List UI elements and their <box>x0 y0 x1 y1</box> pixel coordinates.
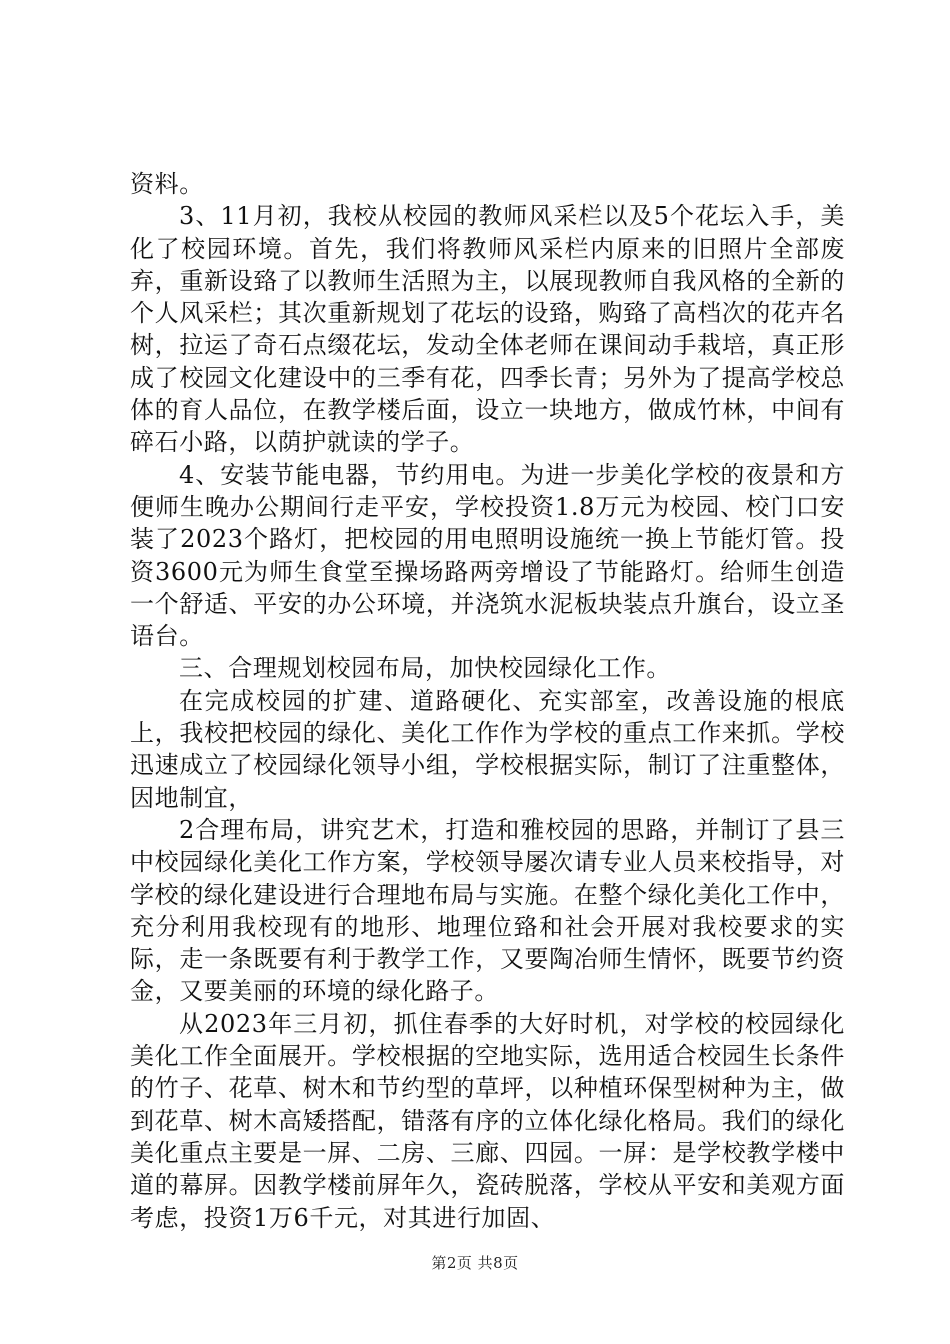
document-body <box>130 168 845 1234</box>
paragraph-2: 3、11月初，我校从校园的教师风采栏以及5个花坛入手，美化了校园环境。首先，我们将教师风采栏内原来的旧照片全部废弃，重新设臵了以教师生活照为主，以展现教师自我风格的全新的个人风采栏；其次重新规划了花坛的设臵，购臵了高档次的花卉名树，拉运了奇石点缀花坛，发动全体老师在课间动手栽培，真正形成了校园文化建设中的三季有花，四季长青；另外为了提高学校总体的育人品位，在教学楼后面，设立一块地方，做成竹林，中间有碎石小路，以荫护就读的学子。 <box>130 202 845 457</box>
paragraph-6: 2合理布局，讲究艺术，打造和雅校园的思路，并制订了县三中校园绿化美化工作方案，学校领导屡次请专业人员来校指导，对学校的绿化建设进行合理地布局与实施。在整个绿化美化工作中，充分利用我校现有的地形、地理位臵和社会开展对我校要求的实际，走一条既要有利于教学工作，又要陶冶师生情怀，既要节约资金，又要美丽的环境的绿化路子。 <box>130 815 845 1006</box>
paragraph-3: 4、安装节能电器，节约用电。为进一步美化学校的夜景和方便师生晚办公期间行走平安，学校投资1.8万元为校园、校门口安装了2023个路灯，把校园的用电照明设施统一换上节能灯管。投资3600元为师生食堂至操场路两旁增设了节能路灯。给师生创造一个舒适、平安的办公环境，并浇筑水泥板块装点升旗台，设立圣语台。 <box>130 460 845 651</box>
paragraph-5: 在完成校园的扩建、道路硬化、充实部室，改善设施的根底上，我校把校园的绿化、美化工作作为学校的重点工作来抓。学校迅速成立了校园绿化领导小组，学校根据实际，制订了注重整体，因地制宜， <box>130 686 845 812</box>
section-heading: 三、合理规划校园布局，加快校园绿化工作。 <box>179 654 671 683</box>
page-number-label: 第2页 共8页 <box>431 1254 519 1272</box>
page-footer <box>0 1252 950 1273</box>
paragraph-1: 资料。 <box>130 170 204 198</box>
paragraph-7: 从2023年三月初，抓住春季的大好时机，对学校的校园绿化美化工作全面展开。学校根据的空地实际，选用适合校园生长条件的竹子、花草、树木和节约型的草坪，以种植环保型树种为主，做到花草、树木高矮搭配，错落有序的立体化绿化格局。我们的绿化美化重点主要是一屏、二房、三廊、四园。一屏：是学校教学楼中道的幕屏。因教学楼前屏年久，瓷砖脱落，学校从平安和美观方面考虑，投资1万6千元，对其进行加固、 <box>130 1009 845 1232</box>
